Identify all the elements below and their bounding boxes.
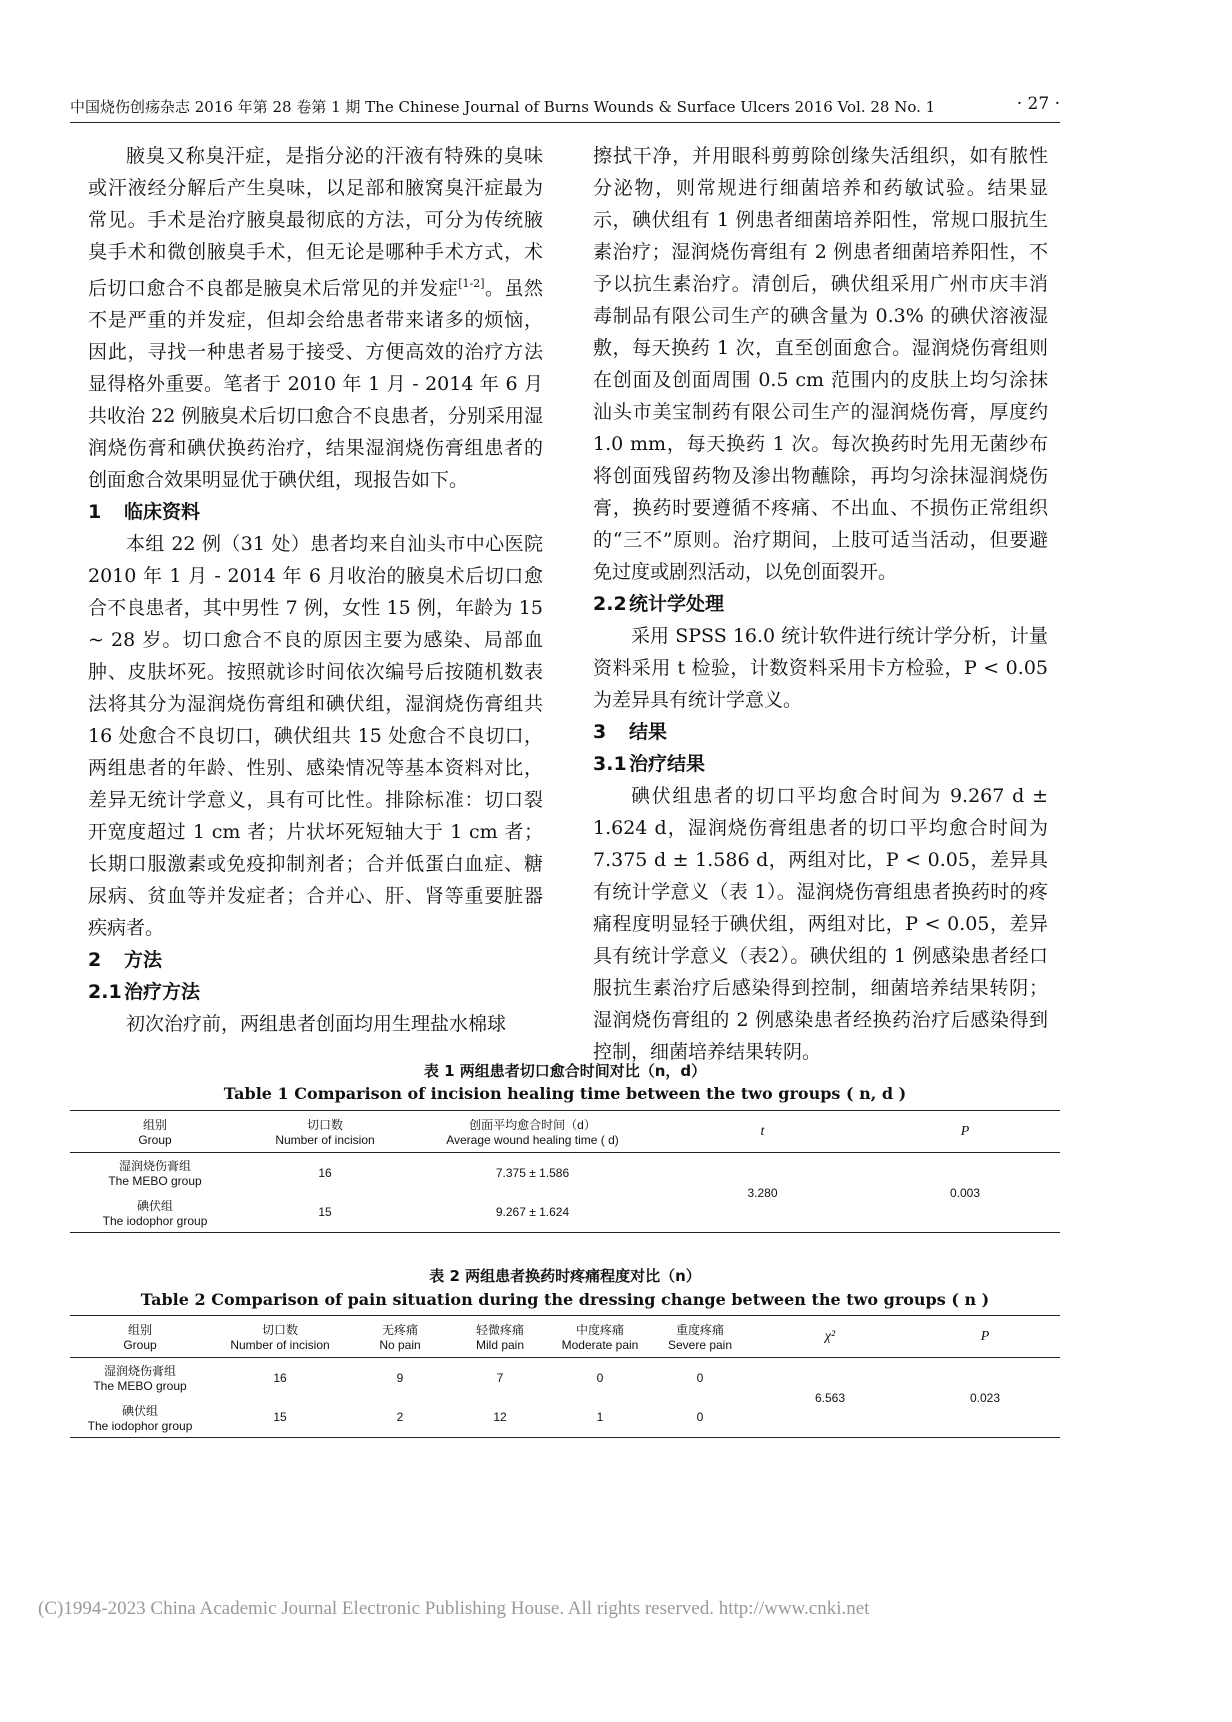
table1-header-row: [70, 1111, 1060, 1153]
left-column: [88, 140, 543, 1040]
page-number: · 27 ·: [1016, 94, 1060, 114]
table2-header-mild: 轻微疼痛 Mild pain: [475, 1323, 525, 1352]
right-column: [593, 140, 1048, 1068]
table2-header-moderate: 中度疼痛 Moderate pain: [561, 1323, 639, 1352]
table2-header-p: P: [980, 1328, 990, 1344]
table2-caption-en: Table 2 Comparison of pain situation during the dressing change between the two groups ( n ): [140, 1290, 990, 1309]
table1-caption-cn: 表 1 两组患者切口愈合时间对比（n，d）: [423, 1062, 707, 1080]
table1-caption-en: Table 1 Comparison of incision healing time between the two groups ( n, d ): [223, 1084, 907, 1103]
table1-header-p: P: [960, 1123, 970, 1139]
section-1-text: 本组 22 例（31 处）患者均来自汕头市中心医院 2010 年 1 月 - 2014 年 6 月收治的腋臭术后切口愈合不良患者，其中男性 7 例，女性 15 例，年龄为 15 ~ 28 岁。切口愈合不良的原因主要为感染、局部血肿、皮肤坏死。按照就诊时间依次编号后按随机数表法将其分为湿润烧伤膏组和碘伏组，湿润烧伤膏组共 16 处愈合不良切口，碘伏组共 15 处愈合不良切口，两组患者的年龄、性别、感染情况等基本资料对比，差异无统计学意义，具有可比性。排除标准：切口裂开宽度超过 1 cm 者；片状坏死短轴大于 1 cm 者；长期口服激素或免疫抑制剂者；合并低蛋白血症、糖尿病、贫血等并发症者；合并心、肝、肾等重要脏器疾病者。: [88, 533, 543, 940]
table2-header-group: 组别 Group: [123, 1323, 157, 1352]
table2-header-n: 切口数 Number of incision: [230, 1323, 330, 1352]
journal-title: 中国烧伤创疡杂志 2016 年第 28 卷第 1 期 The Chinese Journal of Burns Wounds & Surface Ulcers 2016 Vol. 28 No. 1: [70, 98, 936, 116]
table1-header-t: t: [760, 1123, 765, 1139]
table1-header-time: 创面平均愈合时间（d） Average wound healing time ( d): [446, 1118, 619, 1147]
table2-header-chi2: χ²: [824, 1328, 836, 1344]
running-header: [70, 92, 1060, 123]
table1-time-mebo: 7.375 ± 1.586: [495, 1165, 570, 1180]
section-1-heading: 1 临床资料: [88, 501, 201, 524]
copyright-footer: (C)1994-2023 China Academic Journal Electronic Publishing House. All rights reserved. http://www.cnki.net: [38, 1598, 870, 1619]
table2-header-severe: 重度疼痛 Severe pain: [667, 1323, 733, 1352]
table2-moderate-mebo: 0: [596, 1370, 604, 1385]
table1-n-mebo: 16: [318, 1165, 332, 1180]
table2-header-no-pain: 无疼痛 No pain: [379, 1323, 421, 1352]
table2-mild-mebo: 7: [496, 1370, 504, 1385]
table1: [70, 1110, 1060, 1233]
table1-time-iodophor: 9.267 ± 1.624: [495, 1205, 570, 1220]
section-2-1-text-start: 初次治疗前，两组患者创面均用生理盐水棉球: [126, 1013, 507, 1036]
section-2-1-text-continued: 擦拭干净，并用眼科剪剪除创缘失活组织，如有脓性分泌物，则常规进行细菌培养和药敏试验。结果显示，碘伏组有 1 例患者细菌培养阳性，常规口服抗生素治疗；湿润烧伤膏组有 2 例患者细菌培养阳性，不予以抗生素治疗。清创后，碘伏组采用广州市庆丰消毒制品有限公司生产的碘含量为 0.3% 的碘伏溶液湿敷，每天换药 1 次，直至创面愈合。湿润烧伤膏组则在创面及创面周围 0.5 cm 范围内的皮肤上均匀涂抹汕头市美宝制药有限公司生产的湿润烧伤膏，厚度约 1.0 mm，每天换药 1 次。每次换药时先用无菌纱布将创面残留药物及渗出物蘸除，再均匀涂抹湿润烧伤膏，换药时要遵循不疼痛、不出血、不损伤正常组织的“三不”原则。治疗期间，上肢可适当活动，但要避免过度或剧烈活动，以免创面裂开。: [593, 145, 1048, 583]
table1-header-n: 切口数 Number of incision: [275, 1118, 375, 1147]
table2-group-mebo: 湿润烧伤膏组 The MEBO group: [93, 1364, 187, 1394]
table1-group-iodophor: 碘伏组 The iodophor group: [102, 1198, 208, 1228]
table2-p-value: 0.023: [969, 1390, 1001, 1405]
section-2-heading: 2 方法: [88, 949, 163, 972]
citation[interactable]: [1-2]: [458, 277, 485, 290]
table2: [70, 1315, 1060, 1438]
table2-severe-mebo: 0: [696, 1370, 704, 1385]
table-row: [70, 1153, 1060, 1193]
table2-n-iodophor: 15: [273, 1410, 287, 1425]
table2-chi2-value: 6.563: [814, 1390, 846, 1405]
table2-caption-cn: 表 2 两组患者换药时疼痛程度对比（n）: [429, 1267, 701, 1285]
table2-group-iodophor: 碘伏组 The iodophor group: [87, 1403, 193, 1433]
section-2-1-heading: 2.1 治疗方法: [88, 981, 201, 1004]
table2-mild-iodophor: 12: [493, 1410, 507, 1425]
section-3-1-text: 碘伏组患者的切口平均愈合时间为 9.267 d ± 1.624 d，湿润烧伤膏组患者的切口平均愈合时间为 7.375 d ± 1.586 d，两组对比，P < 0.05，差异具有统计学意义（表 1）。湿润烧伤膏组患者换药时的疼痛程度明显轻于碘伏组，两组对比，P < 0.05，差异具有统计学意义（表2）。碘伏组的 1 例感染患者经口服抗生素治疗后感染得到控制，细菌培养结果转阴；湿润烧伤膏组的 2 例感染患者经换药治疗后感染得到控制，细菌培养结果转阴。: [593, 785, 1048, 1063]
table2-none-iodophor: 2: [396, 1410, 404, 1425]
section-3-1-heading: 3.1 治疗结果: [593, 753, 706, 775]
section-2-2-heading: 2.2 统计学处理: [593, 593, 725, 615]
table1-p-value: 0.003: [949, 1185, 981, 1200]
section-3-heading: 3 结果: [593, 721, 668, 743]
table2-n-mebo: 16: [273, 1370, 287, 1385]
table2-severe-iodophor: 0: [696, 1410, 704, 1425]
intro-paragraph: 腋臭又称臭汗症，是指分泌的汗液有特殊的臭味或汗液经分解后产生臭味，以足部和腋窝臭汗症最为常见。手术是治疗腋臭最彻底的方法，可分为传统腋臭手术和微创腋臭手术，但无论是哪种手术方式，术后切口愈合不良都是腋臭术后常见的并发症[1-2]。虽然不是严重的并发症，但却会给患者带来诸多的烦恼，因此，寻找一种患者易于接受、方便高效的治疗方法显得格外重要。笔者于 2010 年 1 月 - 2014 年 6 月共收治 22 例腋臭术后切口愈合不良患者，分别采用湿润烧伤膏和碘伏换药治疗，结果湿润烧伤膏组患者的创面愈合效果明显优于碘伏组，现报告如下。: [88, 145, 543, 492]
table1-group-mebo: 湿润烧伤膏组 The MEBO group: [108, 1159, 202, 1189]
table2-moderate-iodophor: 1: [596, 1410, 604, 1425]
table1-n-iodophor: 15: [318, 1205, 332, 1220]
table2-none-mebo: 9: [396, 1370, 404, 1385]
section-2-2-text: 采用 SPSS 16.0 统计软件进行统计学分析，计量资料采用 t 检验，计数资料采用卡方检验，P < 0.05 为差异具有统计学意义。: [593, 625, 1048, 711]
table-row: [70, 1358, 1060, 1398]
table1-header-group: 组别 Group: [138, 1118, 172, 1147]
table1-t-value: 3.280: [747, 1185, 778, 1200]
table2-header-row: [70, 1316, 1060, 1358]
